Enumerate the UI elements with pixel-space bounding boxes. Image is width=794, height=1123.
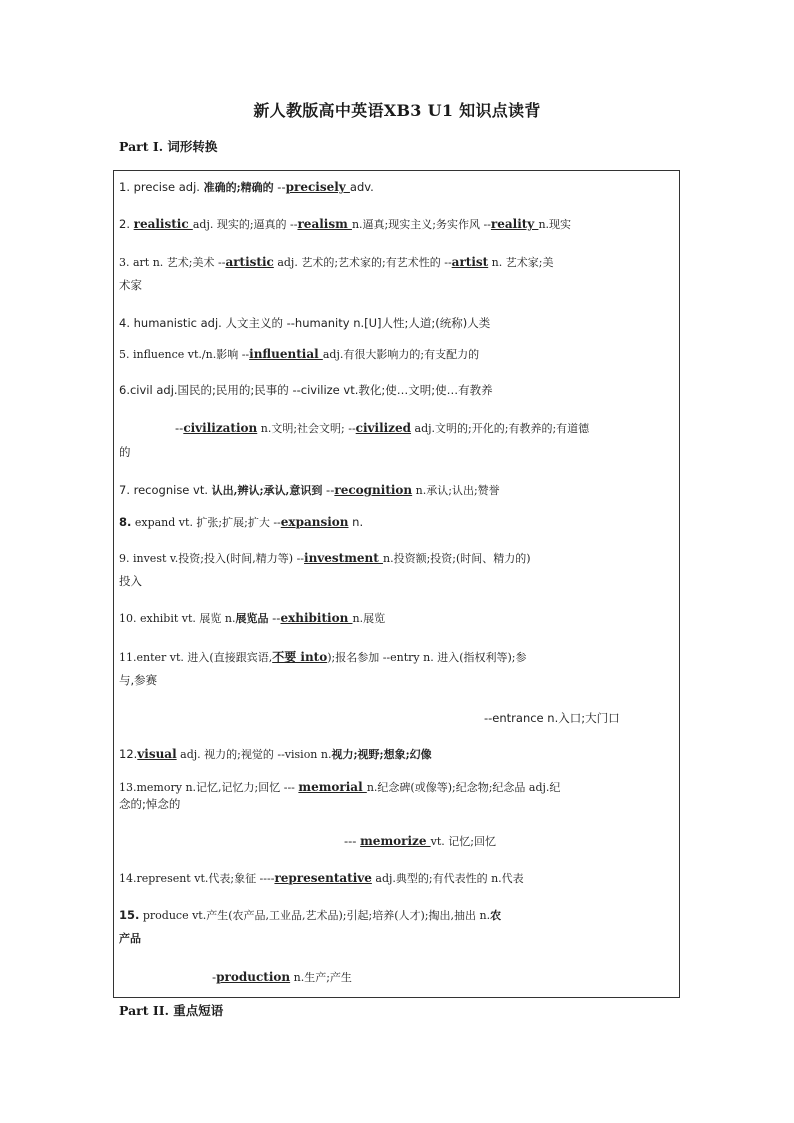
item-12-num: 12. (119, 747, 138, 761)
item-11-text-2: );报名参加 --entry n. 进入(指权利等);参 (327, 651, 527, 664)
item-10-sep: -- (268, 611, 281, 625)
item-1-head: 1. precise adj. (119, 180, 204, 194)
item-13-sep: --- (344, 834, 361, 848)
item-15-answer: production (216, 970, 291, 984)
item-3-text-1: 3. art n. 艺术;美术 -- (119, 256, 226, 269)
item-10-answer: exhibition (280, 611, 353, 625)
item-14-text-2: adj.典型的;有代表性的 n.代表 (371, 872, 524, 885)
item-15-text-1: produce vt.产生(农产品,工业品,艺术品);引起;培养(人才);掏出,抽出 n. (139, 909, 491, 922)
item-6-text-1: n.文明;社会文明; -- (257, 422, 356, 435)
item-6-text-2: adj.文明的;开化的;有教养的;有道德 (411, 422, 590, 435)
item-15-num: 15. (119, 908, 140, 922)
item-10-text-1: 10. exhibit vt. 展览 n. (119, 612, 236, 625)
item-9 (119, 550, 675, 567)
item-3-wrap: 术家 (119, 278, 142, 292)
item-9-wrap: 投入 (119, 574, 142, 588)
item-11-wrap: 与,参赛 (119, 673, 158, 687)
item-7-answer: recognition (334, 483, 413, 497)
item-13 (119, 779, 675, 796)
item-8-text-2: n. (348, 515, 364, 529)
item-11-note: 不要 into (272, 650, 328, 664)
item-13-answer-2: memorize (360, 834, 431, 848)
part1-heading: Part I. 词形转换 (119, 139, 218, 154)
item-1-answer: precisely (285, 180, 350, 194)
item-14-text-1: 14.represent vt.代表;象征 ---- (119, 872, 275, 885)
item-13-answer-1: memorial (298, 780, 367, 794)
item-11 (119, 649, 675, 666)
item-5-text-2: adj.有很大影响力的;有支配力的 (322, 348, 480, 361)
item-1 (119, 179, 675, 196)
item-7-text-1: 7. recognise vt. (119, 483, 212, 497)
item-2-num: 2. (119, 217, 134, 231)
item-15-sep: - (212, 970, 217, 984)
item-2-text-2: n.逼真;现实主义;务实作风 -- (351, 218, 491, 231)
item-4: 4. humanistic adj. 人文主义的 --humanity n.[U]人性;人道;(统称)人类 (119, 316, 491, 330)
item-13-derived (344, 833, 674, 850)
item-8-num: 8. (119, 515, 132, 529)
item-5-text-1: 5. influence vt./n.影响 -- (119, 348, 250, 361)
part2-heading: Part II. 重点短语 (119, 1003, 224, 1018)
item-7-text-2: n.承认;认出;赞誉 (412, 484, 500, 497)
item-15 (119, 907, 675, 924)
item-2-answer-3: reality (490, 217, 539, 231)
item-6-sep: -- (175, 421, 184, 435)
item-13-wrap: 念的;悼念的 (119, 797, 181, 811)
item-14 (119, 870, 675, 887)
item-9-text-2: n.投资额;投资;(时间、精力的) (382, 552, 531, 565)
item-2-answer-2: realism (297, 217, 352, 231)
item-5 (119, 346, 675, 363)
item-3-text-2: adj. 艺术的;艺术家的;有艺术性的 -- (273, 256, 452, 269)
item-12-answer: visual (137, 747, 177, 761)
item-6-wrap: 的 (119, 445, 131, 459)
item-1-meaning: 准确的;精确的 (203, 181, 274, 194)
item-7 (119, 482, 675, 499)
item-11-derived: --entrance n.入口;大门口 (484, 711, 620, 725)
item-2-text-3: n.现实 (538, 218, 572, 231)
item-12-text-1: adj. 视力的;视觉的 --vision n. (176, 748, 332, 761)
item-2-text-1: adj. 现实的;逼真的 -- (192, 218, 298, 231)
item-6-derived (175, 420, 675, 437)
item-1-sep: -- (273, 180, 286, 194)
item-7-meaning: 认出,辨认;承认,意识到 (211, 484, 323, 497)
item-3-answer-1: artistic (225, 255, 274, 269)
item-10 (119, 610, 675, 627)
item-15-wrap: 产品 (119, 932, 141, 945)
item-7-sep: -- (322, 483, 335, 497)
item-8-text-1: expand vt. 扩张;扩展;扩大 -- (131, 516, 281, 529)
item-2 (119, 216, 675, 233)
item-13-text-1: 13.memory n.记忆,记忆力;回忆 --- (119, 781, 299, 794)
item-3-answer-2: artist (451, 255, 489, 269)
item-8 (119, 514, 675, 531)
item-15-derived (212, 969, 672, 986)
item-11-text-1: 11.enter vt. 进入(直接跟宾语, (119, 651, 273, 664)
item-3 (119, 254, 675, 271)
item-9-text-1: 9. invest v.投资;投入(时间,精力等) -- (119, 552, 305, 565)
item-1-pos: adv. (349, 180, 374, 194)
item-12 (119, 746, 675, 763)
item-3-text-3: n. 艺术家;美 (488, 256, 554, 269)
item-10-meaning: 展览品 (235, 612, 269, 625)
item-13-text-3: vt. 记忆;回忆 (430, 835, 496, 848)
item-12-meaning: 视力;视野;想象;幻像 (331, 748, 432, 761)
item-2-answer-1: realistic (133, 217, 193, 231)
item-14-answer: representative (274, 871, 372, 885)
item-6-answer-2: civilized (355, 421, 412, 435)
item-15-meaning: 农 (490, 909, 502, 922)
item-6-answer-1: civilization (183, 421, 258, 435)
item-5-answer: influential (249, 347, 323, 361)
item-15-text-2: n.生产;产生 (290, 971, 352, 984)
document-title: 新人教版高中英语XB3 U1 知识点读背 (253, 101, 541, 120)
item-10-text-2: n.展览 (352, 612, 386, 625)
item-13-text-2: n.纪念碑(或像等);纪念物;纪念品 adj.纪 (366, 781, 561, 794)
item-8-answer: expansion (280, 515, 349, 529)
item-6: 6.civil adj.国民的;民用的;民事的 --civilize vt.教化;使…文明;使…有教养 (119, 383, 493, 397)
item-9-answer: investment (304, 551, 383, 565)
